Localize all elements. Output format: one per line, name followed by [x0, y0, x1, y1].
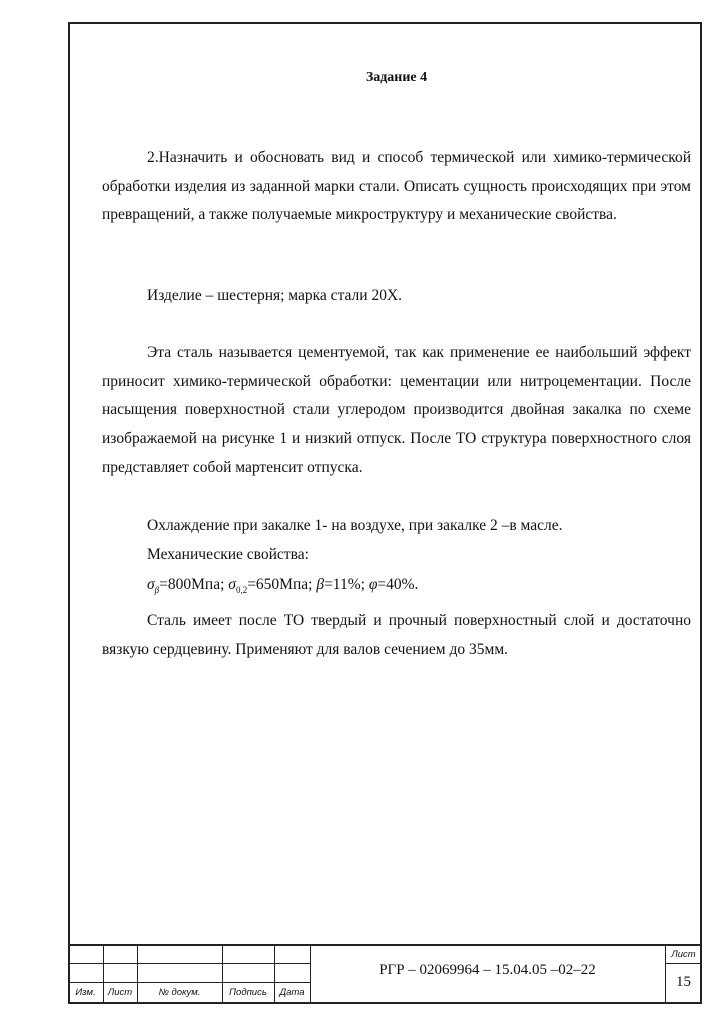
- cooling-paragraph: Охлаждение при закалке 1- на воздухе, при закалке 2 –в масле.: [147, 517, 563, 534]
- properties-heading: Механические свойства:: [147, 546, 309, 563]
- tensile-strength: =800Мпа;: [159, 576, 225, 593]
- reduction-of-area: =40%.: [377, 576, 419, 593]
- sheet-label: Лист: [671, 949, 696, 960]
- task-paragraph: 2.Назначить и обосновать вид и способ термической или химико-термической обработки изделия из заданной марки стали. Описать сущность происходящих при этом превращений, а также получаемые микроструктуру и механические свойства.: [102, 149, 691, 224]
- item-paragraph: Изделие – шестерня; марка стали 20Х.: [147, 287, 403, 304]
- conclusion-paragraph: Сталь имеет после ТО твердый и прочный поверхностный слой и достаточно вязкую сердцевину. Применяют для валов сечением до 35мм.: [102, 612, 691, 658]
- yield-strength: =650Мпа;: [247, 576, 313, 593]
- sigma-subscript: β: [154, 585, 160, 596]
- column-label-doc-number: № докум.: [158, 987, 201, 998]
- column-label-sheet: Лист: [107, 987, 133, 998]
- title-block: [68, 944, 702, 1002]
- phi-symbol: φ: [368, 576, 378, 593]
- sigma-symbol: σ: [147, 576, 155, 593]
- sheet-number: 15: [676, 974, 691, 990]
- sigma-subscript: 0,2: [235, 585, 248, 596]
- sigma-symbol: σ: [228, 576, 236, 593]
- beta-symbol: β: [316, 576, 325, 593]
- description-paragraph: Эта сталь называется цементуемой, так как применение ее наибольший эффект приносит химико-термической обработки: цементации или нитроцементации. После насыщения поверхностной стали углеродом производится двойная закалка по схеме изображаемой на рисунке 1 и низкий отпуск. После ТО структура поверхностного слоя представляет собой мартенсит отпуска.: [102, 344, 691, 476]
- column-label-change: Изм.: [75, 987, 96, 998]
- document-code: РГР – 02069964 – 15.04.05 –02–22: [379, 962, 596, 978]
- properties-values: [102, 571, 691, 605]
- page-title: Задание 4: [365, 70, 428, 85]
- elongation: =11%;: [324, 576, 365, 593]
- column-label-date: Дата: [279, 987, 305, 998]
- column-label-signature: Подпись: [229, 987, 267, 998]
